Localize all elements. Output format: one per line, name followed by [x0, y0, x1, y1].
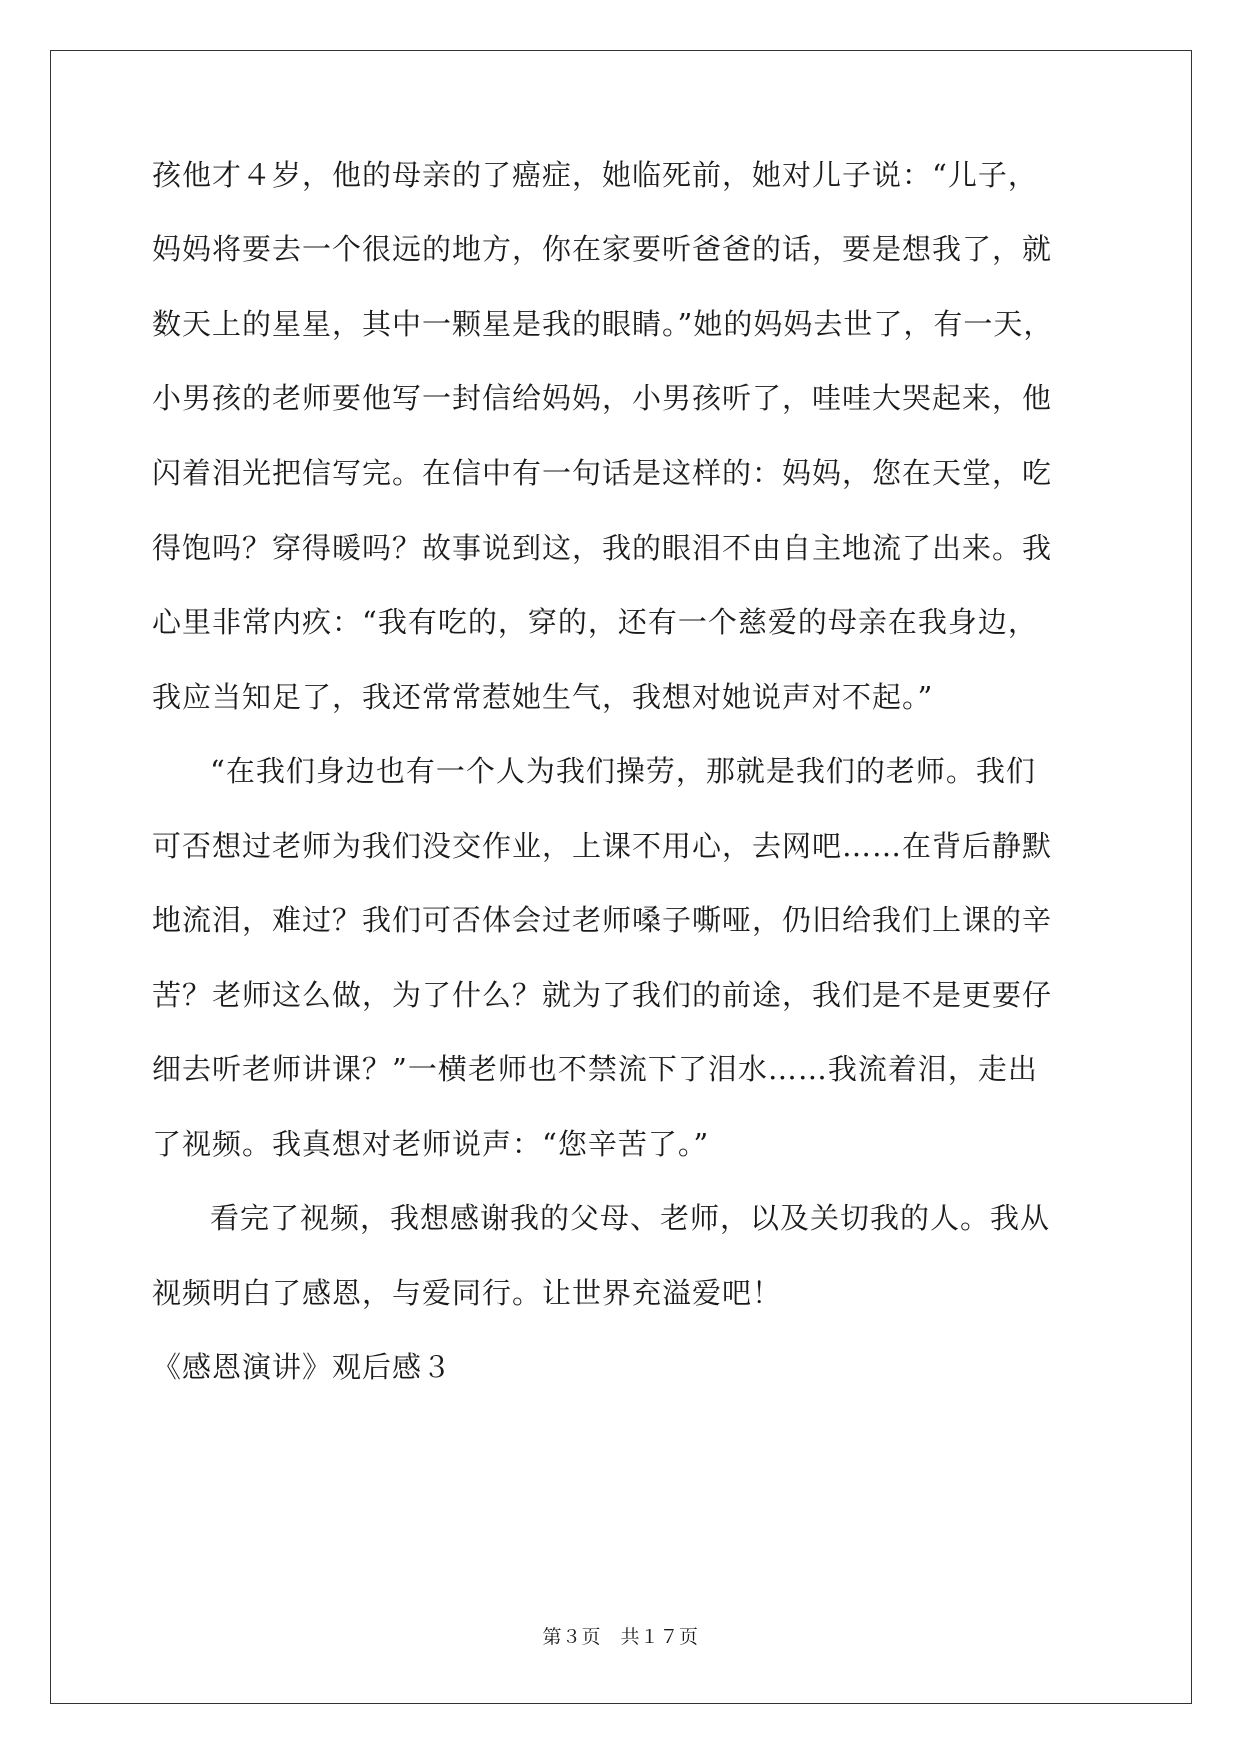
body-line-4: 小男孩的老师要他写一封信给妈妈，小男孩听了，哇哇大哭起来，他 [152, 381, 1053, 415]
body-line-11: 地流泪，难过？我们可否体会过老师嗓子嘶哑，仍旧给我们上课的辛 [152, 903, 1053, 937]
body-line-10: 可否想过老师为我们没交作业，上课不用心，去网吧……在背后静默 [152, 829, 1053, 863]
section-heading: 《感恩演讲》观后感３ [152, 1350, 453, 1384]
body-line-13: 细去听老师讲课？”一横老师也不禁流下了泪水……我流着泪，走出 [152, 1052, 1038, 1086]
body-line-3: 数天上的星星，其中一颗星是我的眼睛。”她的妈妈去世了，有一天， [152, 307, 1054, 341]
body-line-16: 视频明白了感恩，与爱同行。让世界充溢爱吧！ [152, 1276, 783, 1310]
body-line-8: 我应当知足了，我还常常惹她生气，我想对她说声对不起。” [152, 680, 934, 714]
body-line-1: 孩他才４岁，他的母亲的了癌症，她临死前，她对儿子说：“儿子， [152, 158, 1038, 192]
body-line-2: 妈妈将要去一个很远的地方，你在家要听爸爸的话，要是想我了，就 [152, 232, 1053, 266]
page-border [50, 50, 1192, 1704]
page-number-footer: 第３页 共１７页 [542, 1626, 699, 1648]
body-line-6: 得饱吗？穿得暖吗？故事说到这，我的眼泪不由自主地流了出来。我 [152, 531, 1053, 565]
body-line-9: “在我们身边也有一个人为我们操劳，那就是我们的老师。我们 [210, 754, 1036, 788]
body-line-5: 闪着泪光把信写完。在信中有一句话是这样的：妈妈，您在天堂，吃 [152, 456, 1053, 490]
body-line-15: 看完了视频，我想感谢我的父母、老师，以及关切我的人。我从 [210, 1201, 1051, 1235]
body-line-14: 了视频。我真想对老师说声：“您辛苦了。” [152, 1127, 710, 1161]
body-line-12: 苦？老师这么做，为了什么？就为了我们的前途，我们是不是更要仔 [152, 978, 1053, 1012]
body-line-7: 心里非常内疚：“我有吃的，穿的，还有一个慈爱的母亲在我身边， [152, 605, 1038, 639]
